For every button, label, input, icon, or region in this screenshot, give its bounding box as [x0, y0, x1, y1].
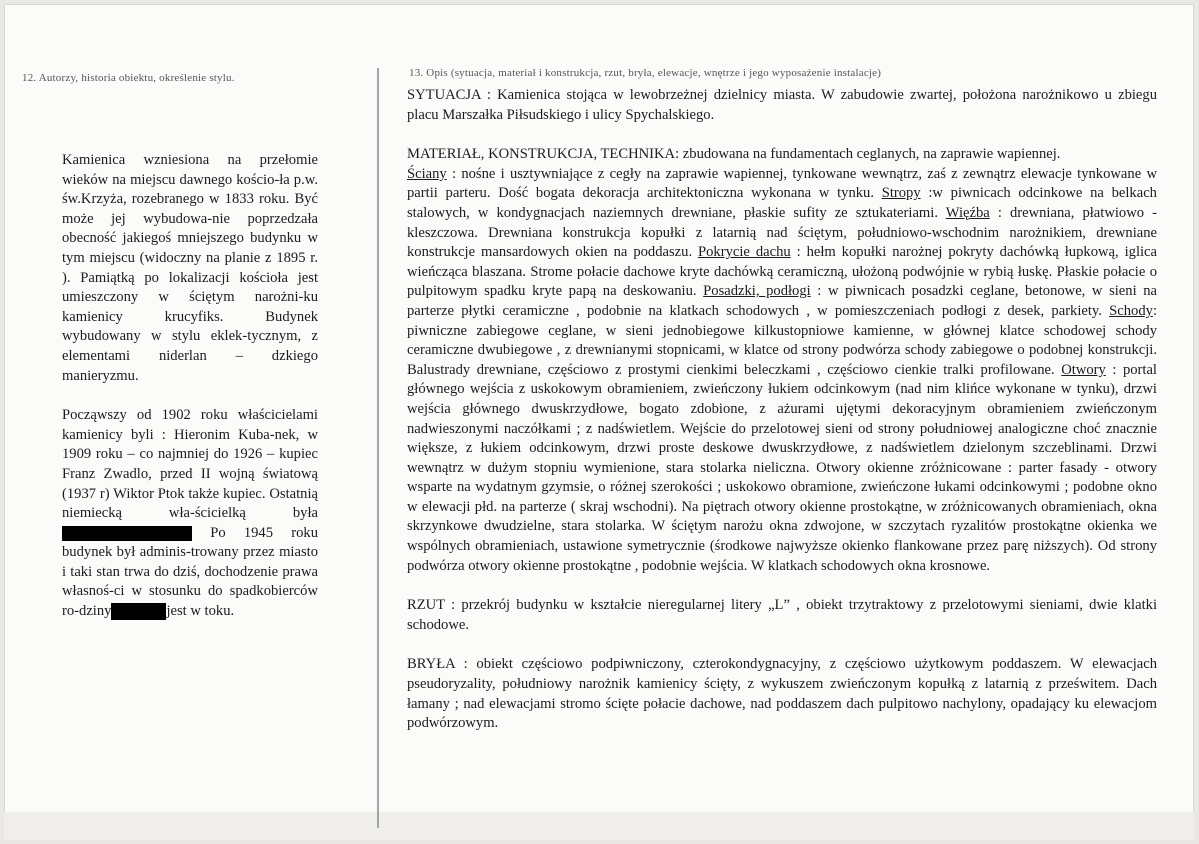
- description-column: [407, 86, 1157, 754]
- schody-text: : piwniczne zabiegowe ceglane, w sieni jednobiegowe kilkustopniowe kamienne, w głównej klatce schodowej schody ceramiczne dwubiegowe , z drewnianymi stopnicami, w klatce od strony podwórza schody zabiegowe o podobnej konstrukcji. Balustrady drewniane, częściowo z prostymi cienkimi beleczkami , częściowo cienkie tralki profilowane.: [407, 302, 1157, 378]
- material-heading: MATERIAŁ, KONSTRUKCJA, TECHNIKA:: [407, 146, 680, 163]
- pokrycie-text: : hełm kopułki narożnej pokryty dachówką łupkową, iglica wieńcząca blaszana. Strome połacie dachowe kryte dachówką ceramiczną, ułożoną podwójnie w rybią łuskę. Płaskie połacie o pulpitowym spadku kryte papą na deskowaniu.: [407, 244, 1158, 300]
- wiezba-label: Więźba: [945, 204, 990, 221]
- otwory-text: : portal głównego wejścia z uskokowym obramieniem, zwieńczony łukiem odcinkowym (nad nim klińce wykonane w tynku), drzwi wejścia głównego dwuskrzydłowe, bogato zdobione, z ażurami ujętymi dekoracyjnym obramieniem zwieńczonym nadwieszonymi naczółkami ; z nadświetlem. Wejście do przelotowej sieni od strony południowej analogiczne choć znacznie większe, z łukiem odcinkowym, drzwi proste deskowe dwuskrzydłowe, z nadświetlem dzielonym szczeblinami. Drzwi wewnątrz w dużym stopniu wymienione, stara stolarka nieliczna. Otwory okienne zróżnicowane : parter fasady - otwory wsparte na wydatnym gzymsie, o różnej szerokości ; uskokowo obramione, zwieńczone łukami odcinkowymi ; podobne okno w elewacji płd. na parterze ( skraj wschodni). Na piętrach otwory okienne prostokątne, w zróżnicowanych obramieniach, okna skrzynkowe dwudzielne, stara stolarka. W ściętym narożu okna zdwojone, w szczytach ryzalitów prostokątne okienka we wspólnych obramieniach, ustawione symetrycznie (środkowe najwyższe okienko flankowane przez parę niższych). Od strony podwórza otwory okienne prostokątne , podobnie wejścia. W klatkach schodowych okna krosnowe.: [407, 361, 1157, 574]
- sciany-label: Ściany: [407, 165, 447, 182]
- bryla-paragraph: BRYŁA : obiekt częściowo podpiwniczony, czterokondygnacyjny, z częściowo użytkowym poddaszem. W elewacjach pseudoryzality, południowy narożnik kamienicy ścięty, z wykuszem zwieńczonym kopułką z latarnią z prześwitem. Dach łamany ; nad elewacjami stromo ścięte połacie dachowe, nad poddaszem dach pulpitowo nachylony, opadający ku elewacjom podwórzowym.: [407, 656, 1157, 732]
- sciany-text: : nośne i usztywniające z cegły na zaprawie wapiennej, tynkowane wewnątrz, zaś z zewnątrz elewacje tynkowane w partii parteru. Dość bogata dekoracja architektoniczna wykonana w tynku.: [407, 165, 1157, 202]
- page-bottom-edge: [4, 812, 1194, 840]
- owners-paragraph: [62, 406, 318, 622]
- history-column: [62, 151, 318, 622]
- section-13-header: 13. Opis (sytuacja, materiał i konstrukcja, rzut, bryła, elewacje, wnętrze i jego wyposażenie instalacje): [409, 67, 882, 79]
- stropy-label: Stropy: [881, 185, 921, 202]
- otwory-label: Otwory: [1061, 361, 1106, 378]
- owners-text-3: jest w toku.: [166, 603, 235, 620]
- rzut-paragraph: RZUT : przekrój budynku w kształcie nieregularnej litery „L” , obiekt trzytraktowy z przelotowymi sieniami, dwie klatki schodowe.: [407, 597, 1157, 633]
- material-intro: zbudowana na fundamentach ceglanych, na zaprawie wapiennej.: [679, 146, 1061, 163]
- column-divider: [377, 68, 379, 828]
- redacted-name-1: [62, 526, 192, 541]
- section-12-header: 12. Autorzy, historia obiektu, określenie stylu.: [22, 72, 235, 84]
- stropy-text: :w piwnicach odcinkowe na belkach stalowych, w kondygnacjach naziemnych drewniane, płaskie sufity ze sztukateriami.: [407, 185, 1157, 221]
- posadzki-label: Posadzki, podłogi: [703, 283, 811, 300]
- history-paragraph: Kamienica wzniesiona na przełomie wieków na miejscu dawnego kościo-ła p.w. św.Krzyża, rozebranego w 1833 roku. Być może jej wybudowa-nie poprzedzała obecność jakiegoś mniejszego budynku w tym miejscu (widoczny na planie z 1895 r. ). Pamiątką po lokalizacji kościoła jest umieszczony w ściętym narożni-ku kamienicy krucyfiks. Budynek wybudowany w stylu eklek-tycznym, z elementami niderlan – dzkiego manieryzmu.: [62, 152, 318, 384]
- schody-label: Schody: [1109, 302, 1153, 319]
- sytuacja-paragraph: SYTUACJA : Kamienica stojąca w lewobrzeżnej dzielnicy miasta. W zabudowie zwartej, położona narożnikowo u zbiegu placu Marszałka Piłsudskiego i ulicy Spychalskiego.: [407, 87, 1157, 123]
- owners-text-2: Po 1945 roku budynek był adminis-trowany przez miasto i taki stan trwa do dziś, dochodzenie prawa własnoś-ci w stosunku do spadkobierców ro-dziny: [62, 524, 318, 620]
- posadzki-text: : w piwnicach posadzki ceglane, betonowe, w sieni na parterze płytki ceramiczne , podobnie na klatkach schodowych , w pomieszczeniach podłogi z desek, parkiety.: [407, 283, 1157, 319]
- wiezba-text: : drewniana, płatwiowo - kleszczowa. Drewniana konstrukcja kopułki z latarnią nad ściętym, południowo-wschodnim narożnikiem, drewniane konstrukcje mansardowych okien na poddaszu.: [407, 204, 1157, 261]
- pokrycie-label: Pokrycie dachu: [698, 244, 791, 261]
- redacted-name-2: [111, 603, 166, 620]
- material-paragraph: [407, 145, 1157, 576]
- owners-text-1: Począwszy od 1902 roku właścicielami kamienicy byli : Hieronim Kuba-nek, w 1909 roku – co najmniej do 1926 – kupiec Franz Zwadlo, przed II wojną światową (1937 r) Wiktor Ptok także kupiec. Ostatnią niemiecką wła-ścicielką była: [62, 407, 318, 522]
